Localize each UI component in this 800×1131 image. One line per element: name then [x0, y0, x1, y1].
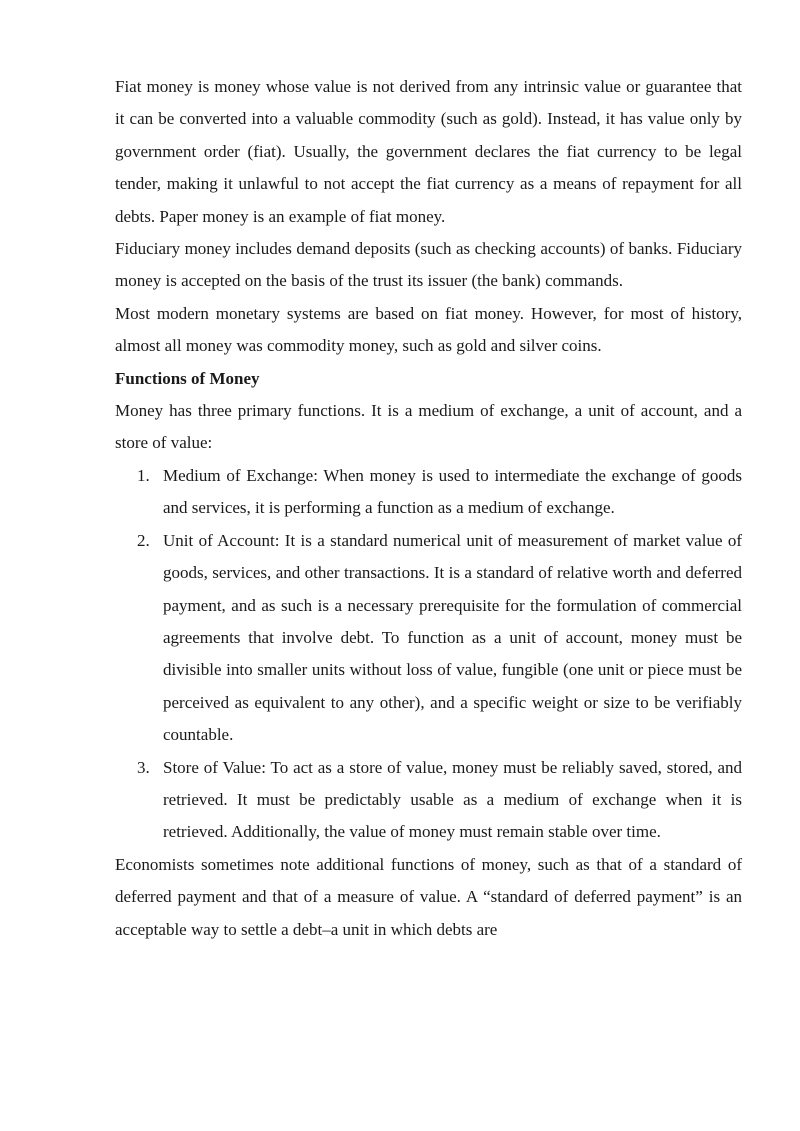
functions-list: [115, 460, 742, 849]
list-item: [115, 752, 742, 849]
document-page: [115, 71, 742, 946]
section-heading: Functions of Money: [115, 368, 260, 388]
list-item: [115, 525, 742, 752]
functions-intro: Money has three primary functions. It is a medium of exchange, a unit of account, and a store of value:: [115, 401, 742, 453]
list-number: 3.: [137, 757, 150, 777]
list-item: [115, 460, 742, 525]
list-number: 2.: [137, 530, 150, 550]
list-number: 1.: [137, 465, 150, 485]
paragraph-modern-systems: Most modern monetary systems are based on fiat money. However, for most of history, almost all money was commodity money, such as gold and silver coins.: [115, 303, 742, 356]
list-item-text: Store of Value: To act as a store of value, money must be reliably saved, stored, and retrieved. It must be predictably usable as a medium of exchange when it is retrieved. Additionally, the value of money must remain stable over time.: [163, 757, 742, 842]
paragraph-additional-functions: Economists sometimes note additional functions of money, such as that of a standard of deferred payment and that of a measure of value. A “standard of deferred payment” is an acceptable way to settle a debt–a unit in which debts are: [115, 854, 742, 939]
list-item-text: Medium of Exchange: When money is used to intermediate the exchange of goods and services, it is performing a function as a medium of exchange.: [163, 465, 742, 518]
paragraph-fiat-money: Fiat money is money whose value is not derived from any intrinsic value or guarantee that it can be converted into a valuable commodity (such as gold). Instead, it has value only by government order (fiat). Usually, the government declares the fiat currency to be legal tender, making it unlawful to not accept the fiat currency as a means of repayment for all debts. Paper money is an example of fiat money.: [115, 77, 742, 226]
paragraph-fiduciary-money: Fiduciary money includes demand deposits (such as checking accounts) of banks. Fiduciary money is accepted on the basis of the trust its issuer (the bank) commands.: [115, 239, 742, 291]
list-item-text: Unit of Account: It is a standard numerical unit of measurement of market value of goods, services, and other transactions. It is a standard of relative worth and deferred payment, and as such is a necessary prerequisite for the formulation of commercial agreements that involve debt. To function as a unit of account, money must be divisible into smaller units without loss of value, fungible (one unit or piece must be perceived as equivalent to any other), and a specific weight or size to be verifiably countable.: [163, 530, 742, 745]
